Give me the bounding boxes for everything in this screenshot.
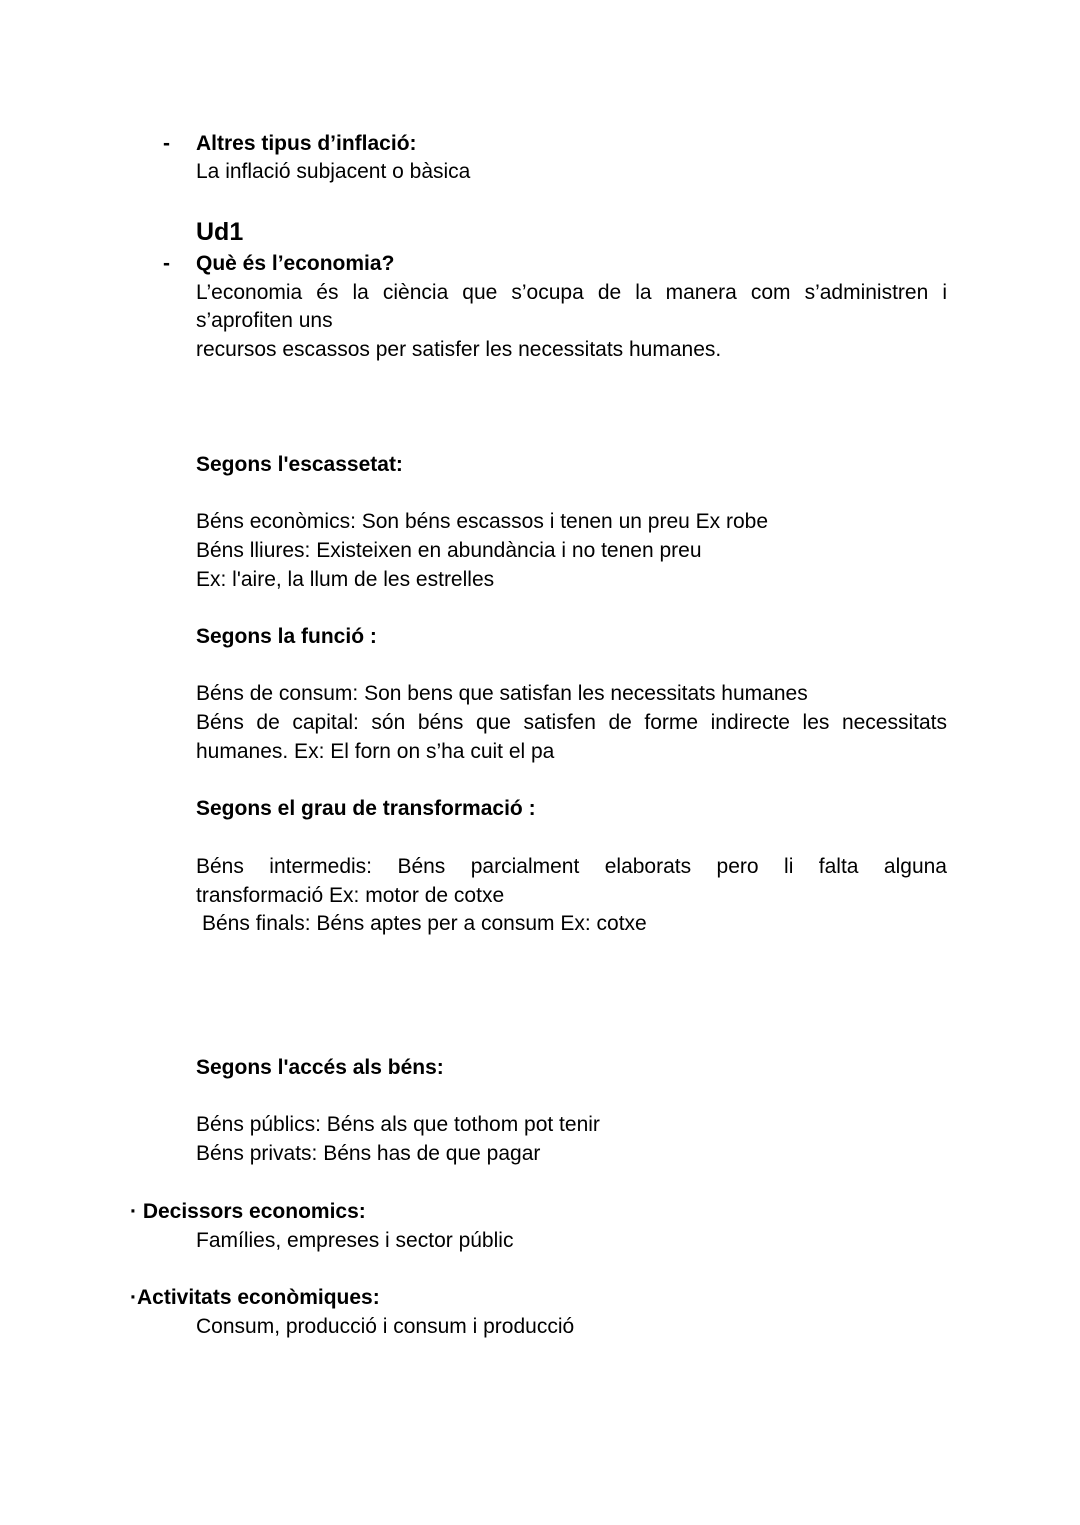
inflation-text: La inflació subjacent o bàsica bbox=[196, 160, 471, 183]
function-heading: Segons la funció : bbox=[196, 625, 377, 648]
transformation-line-2: transformació Ex: motor de cotxe bbox=[196, 884, 505, 907]
access-line-2: Béns privats: Béns has de que pagar bbox=[196, 1142, 541, 1165]
access-line-1: Béns públics: Béns als que tothom pot tenir bbox=[196, 1113, 600, 1136]
scarcity-line-3: Ex: l'aire, la llum de les estrelles bbox=[196, 568, 495, 591]
scarcity-line-2: Béns lliures: Existeixen en abundància i no tenen preu bbox=[196, 539, 702, 562]
scarcity-heading: Segons l'escassetat: bbox=[196, 453, 403, 476]
economy-bullet: - bbox=[163, 252, 170, 275]
unit-title: Ud1 bbox=[196, 218, 244, 246]
inflation-bullet: - bbox=[163, 132, 170, 155]
scarcity-line-1: Béns econòmics: Son béns escassos i tenen un preu Ex robe bbox=[196, 510, 769, 533]
economy-definition-line-1: L’economia és la ciència que s’ocupa de la manera com s’administren i bbox=[196, 281, 947, 304]
function-line-2: Béns de capital: són béns que satisfen de forme indirecte les necessitats bbox=[196, 711, 947, 734]
activities-text: Consum, producció i consum i producció bbox=[196, 1315, 575, 1338]
decision-makers-text: Famílies, empreses i sector públic bbox=[196, 1229, 514, 1252]
transformation-heading: Segons el grau de transformació : bbox=[196, 797, 536, 820]
decision-makers-heading: · Decissors economics: bbox=[130, 1200, 366, 1223]
transformation-line-1: Béns intermedis: Béns parcialment elaborats pero li falta alguna bbox=[196, 855, 947, 878]
inflation-heading: Altres tipus d’inflació: bbox=[196, 132, 417, 155]
function-line-1: Béns de consum: Son bens que satisfan les necessitats humanes bbox=[196, 682, 808, 705]
economy-definition-line-2: s’aprofiten uns bbox=[196, 309, 333, 332]
economy-definition-line-3: recursos escassos per satisfer les necessitats humanes. bbox=[196, 338, 722, 361]
access-heading: Segons l'accés als béns: bbox=[196, 1056, 444, 1079]
transformation-line-3: Béns finals: Béns aptes per a consum Ex: cotxe bbox=[202, 912, 647, 935]
economy-heading: Què és l’economia? bbox=[196, 252, 395, 275]
activities-heading: ·Activitats econòmiques: bbox=[130, 1286, 380, 1309]
function-line-3: humanes. Ex: El forn on s’ha cuit el pa bbox=[196, 740, 555, 763]
